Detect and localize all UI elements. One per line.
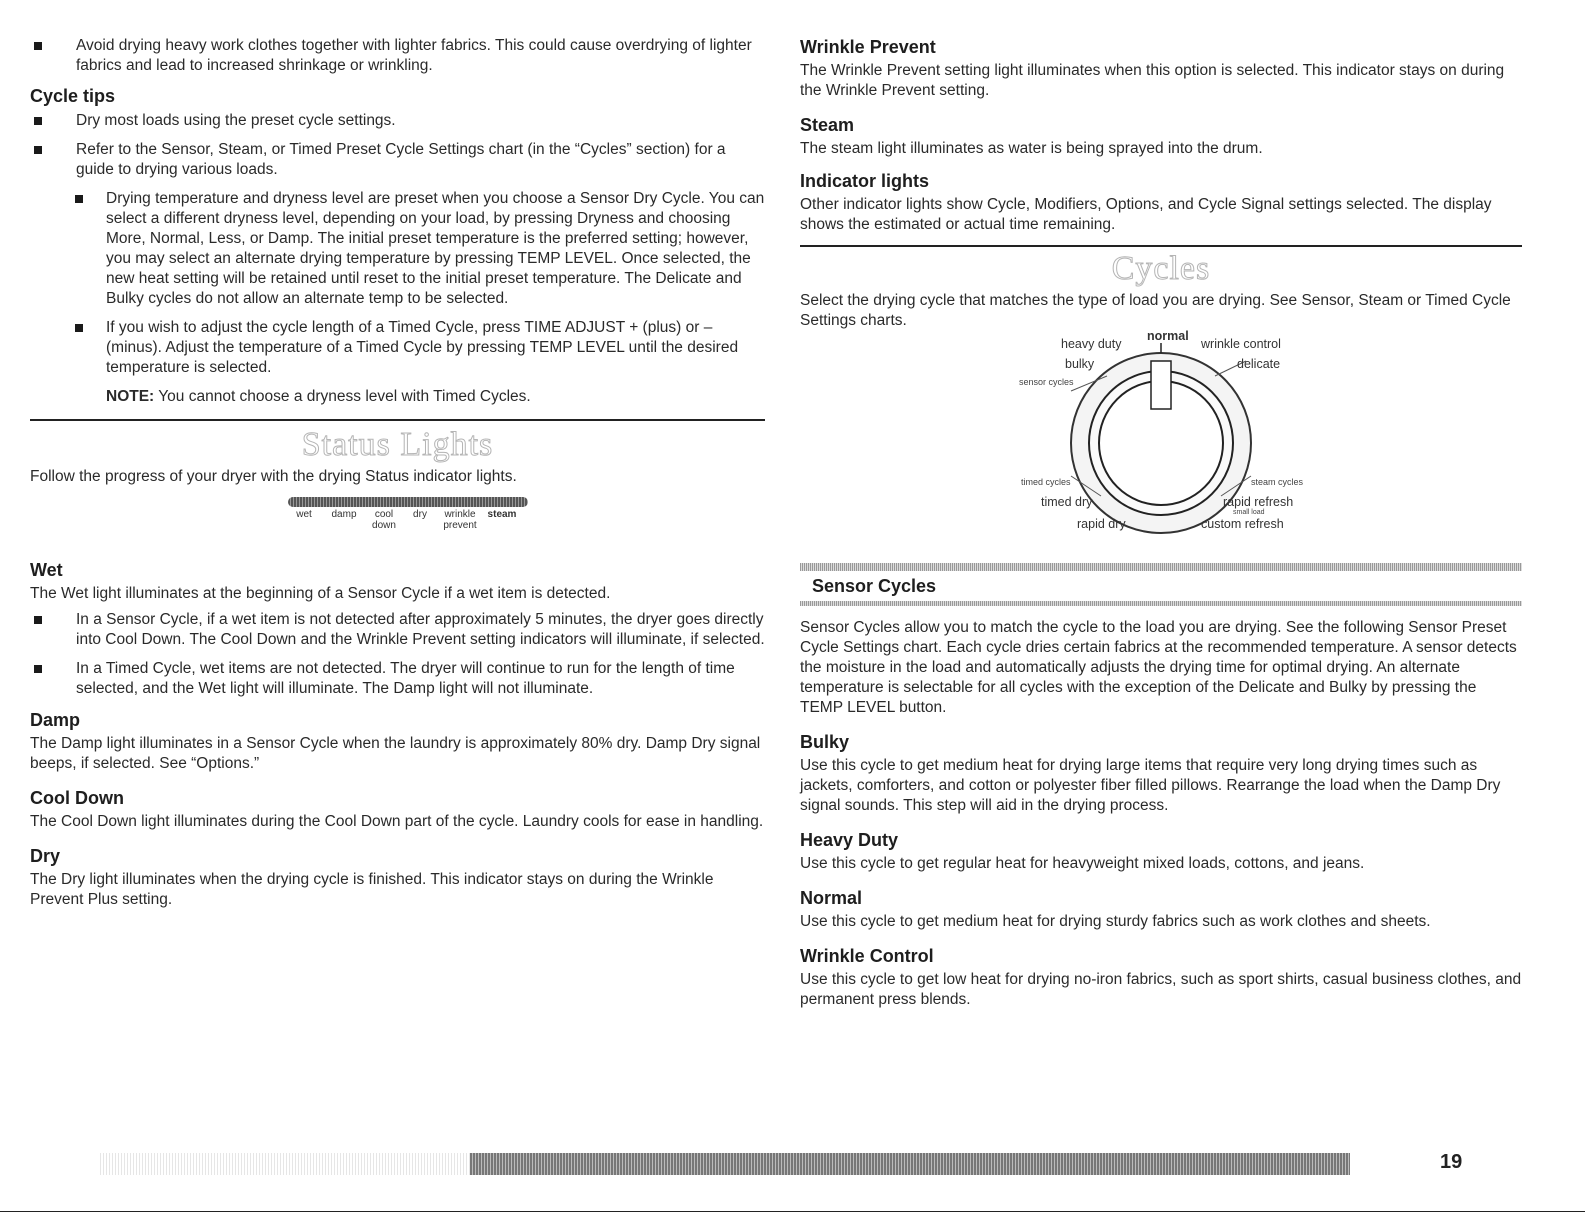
cycle-dial [1011,331,1311,551]
wrinkle-prevent-text: The Wrinkle Prevent setting light illuminates when this option is selected. This indicator stays on during the Wrinkle Prevent setting. [800,62,1505,99]
light-cool-down: cool down [372,509,396,531]
dial-label-steam-cycles: steam cycles [1251,477,1304,487]
dry-heading: Dry [30,846,61,866]
wet-text: The Wet light illuminates at the beginning of a Sensor Cycle if a wet item is detected. [30,585,611,602]
note [30,387,765,407]
indicator-lights-text: Other indicator lights show Cycle, Modifiers, Options, and Cycle Signal settings selected. The display shows the estimated or actual time remaining. [800,196,1492,233]
cycles-title: Cycles [1111,250,1211,287]
status-lights-bar [288,497,528,507]
cycles-intro: Select the drying cycle that matches the type of load you are drying. See Sensor, Steam or Timed Cycle Settings charts. [800,292,1511,329]
note-text: You cannot choose a dryness level with Timed Cycles. [154,388,531,405]
sensor-cycles-rule-bottom [800,601,1522,606]
dial-label-normal: normal [1147,329,1189,343]
dial-label-rapid-dry: rapid dry [1077,517,1126,531]
status-lights-labels [284,509,520,531]
section-divider [30,419,765,421]
wet-heading: Wet [30,560,63,580]
normal-text: Use this cycle to get medium heat for drying sturdy fabrics such as work clothes and sheets. [800,913,1431,930]
sensor-cycles-text: Sensor Cycles allow you to match the cycle to the load you are drying. See the following Sensor Preset Cycle Settings chart. Each cycle dries certain fabrics at the recommended temperature. A sensor detects the moisture in the load and automatically adjusts the drying time for optimal drying. An alternate temperature is selectable for all cycles with the exception of the Delicate and Bulky by pressing the TEMP LEVEL button. [800,619,1517,716]
sensor-cycles-heading: Sensor Cycles [812,576,937,596]
wrinkle-control-heading: Wrinkle Control [800,946,934,966]
dial-label-rapid-refresh: rapid refresh [1223,495,1294,509]
dial-label-timed-cycles: timed cycles [1021,477,1071,487]
dial-label-timed-dry: timed dry [1041,495,1093,509]
list-item: Avoid drying heavy work clothes together with lighter fabrics. This could cause overdrying of lighter fabrics and lead to increased shrinkage or wrinkling. [30,36,765,76]
status-lights-graphic [30,497,765,545]
dial-label-custom-refresh: custom refresh [1201,517,1284,531]
right-column [800,36,1522,1010]
dial-label-sensor-cycles: sensor cycles [1019,377,1074,387]
indicator-lights-heading: Indicator lights [800,171,930,191]
list-item: Drying temperature and dryness level are preset when you choose a Sensor Dry Cycle. You can select a different dryness level, depending on your load, by pressing Dryness and choosing More, Normal, Less, or Damp. The initial preset temperature is the preferred setting; however, you may select an alternate drying temperature by pressing TEMP LEVEL. Once selected, the new heat setting will be retained until reset to the initial preset temperature. The Delicate and Bulky cycles do not allow an alternate temp to be selected. [30,189,765,309]
note-label: NOTE: [106,388,155,405]
wrinkle-prevent-heading: Wrinkle Prevent [800,37,936,57]
light-dry: dry [413,509,427,520]
page-bottom-line [0,1211,1585,1212]
cool-down-text: The Cool Down light illuminates during the Cool Down part of the cycle. Laundry cools for ease in handling. [30,813,764,830]
bulky-text: Use this cycle to get medium heat for drying large items that require very long drying times such as jackets, comforters, and cotton or polyester fiber filled pillows. Rearrange the load when the Damp Dry signal sounds. This step will aid in the drying process. [800,757,1501,814]
footer-fade [100,1153,470,1175]
status-lights-title: Status Lights [301,426,494,463]
light-damp: damp [331,509,357,520]
dial-label-delicate: delicate [1237,357,1281,371]
dial-label-heavy-duty: heavy duty [1061,337,1122,351]
page-number: 19 [1440,1151,1463,1173]
left-column [30,36,765,910]
dial-label-wrinkle-control: wrinkle control [1201,337,1281,351]
light-steam: steam [487,509,517,520]
heavy-duty-heading: Heavy Duty [800,830,899,850]
list-item: Dry most loads using the preset cycle settings. [30,111,765,131]
cycle-tips-heading: Cycle tips [30,86,116,106]
normal-heading: Normal [800,888,863,908]
list-item: Refer to the Sensor, Steam, or Timed Preset Cycle Settings chart (in the “Cycles” section) for a guide to drying various loads. [30,140,765,180]
cool-down-heading: Cool Down [30,788,124,808]
steam-heading: Steam [800,115,855,135]
status-intro: Follow the progress of your dryer with the drying Status indicator lights. [30,468,517,485]
bulky-heading: Bulky [800,732,850,752]
list-item: In a Sensor Cycle, if a wet item is not detected after approximately 5 minutes, the dryer goes directly into Cool Down. The Cool Down and the Wrinkle Prevent setting indicators will illuminate, if selected. [30,610,765,650]
sensor-cycles-rule-top [800,563,1522,571]
dial-label-small-load: small load [1233,509,1265,516]
dry-text: The Dry light illuminates when the drying cycle is finished. This indicator stays on during the Wrinkle Prevent Plus setting. [30,871,714,908]
light-wrinkle-prevent: wrinkle prevent [443,509,477,531]
section-divider [800,245,1522,247]
footer-bar [470,1153,1350,1175]
dial-label-bulky: bulky [1065,357,1095,371]
damp-text: The Damp light illuminates in a Sensor Cycle when the laundry is approximately 80% dry. Damp Dry signal beeps, if selected. See “Options.” [30,735,761,772]
damp-heading: Damp [30,710,81,730]
light-wet: wet [296,509,312,520]
list-item: In a Timed Cycle, wet items are not detected. The dryer will continue to run for the length of time selected, and the Wet light will illuminate. The Damp light will not illuminate. [30,659,765,699]
heavy-duty-text: Use this cycle to get regular heat for heavyweight mixed loads, cottons, and jeans. [800,855,1365,872]
cycle-tips-list [30,111,765,378]
intro-list [30,36,765,76]
steam-text: The steam light illuminates as water is being sprayed into the drum. [800,140,1263,157]
wet-list [30,610,765,699]
list-item: If you wish to adjust the cycle length of a Timed Cycle, press TIME ADJUST + (plus) or – (minus). Adjust the temperature of a Timed Cycle by pressing TEMP LEVEL until the desired temperature is selected. [30,318,765,378]
wrinkle-control-text: Use this cycle to get low heat for drying no-iron fabrics, such as sport shirts, casual business clothes, and permanent press blends. [800,971,1522,1008]
